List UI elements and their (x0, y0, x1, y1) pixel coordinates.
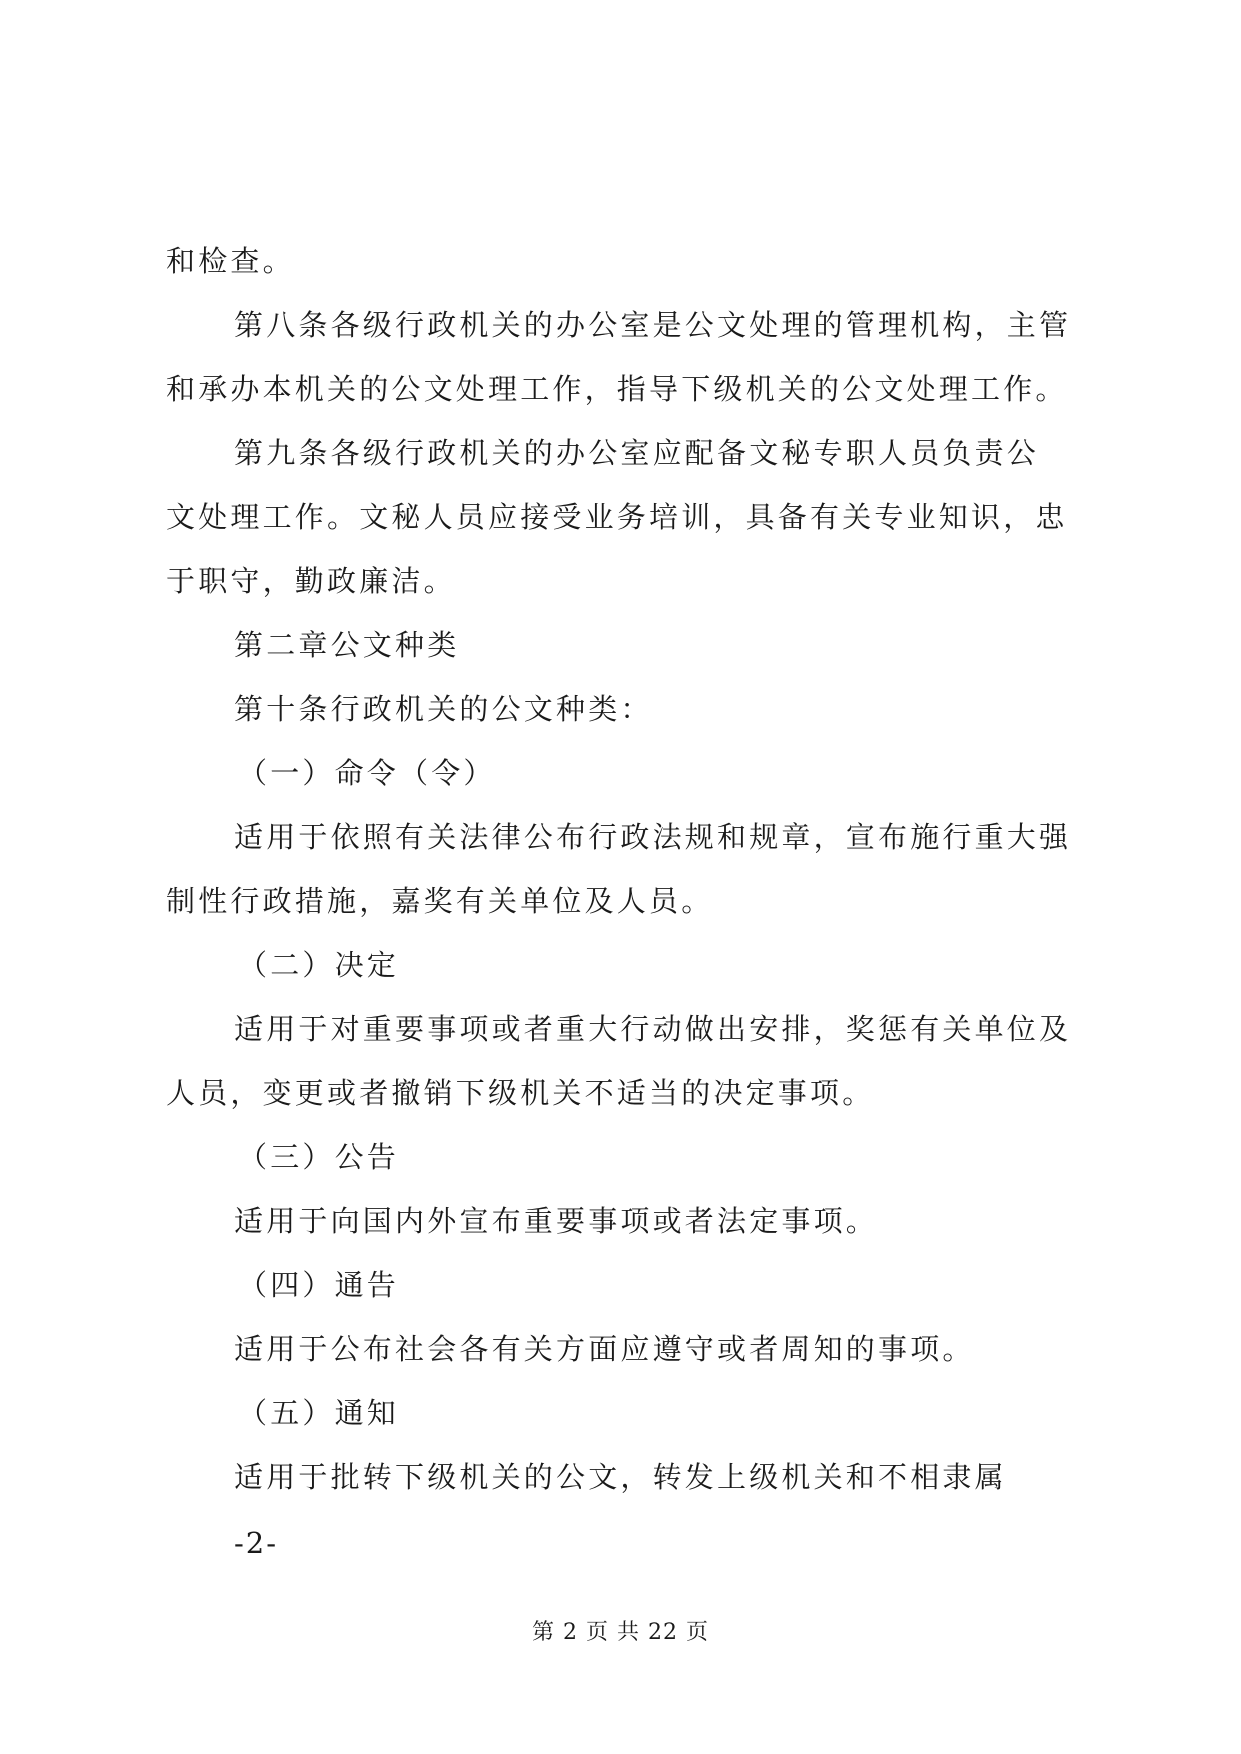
text-line: 适用于向国内外宣布重要事项或者法定事项。 (234, 1204, 879, 1238)
text-line: 人员，变更或者撤销下级机关不适当的决定事项。 (166, 1076, 875, 1110)
text-line: 第八条各级行政机关的办公室是公文处理的管理机构，主管 (234, 308, 1072, 342)
document-body (166, 229, 1086, 1509)
text-line: 第十条行政机关的公文种类： (234, 692, 653, 726)
text-line: 第九条各级行政机关的办公室应配备文秘专职人员负责公 (234, 436, 1040, 470)
page-number-mark: -2- (234, 1526, 279, 1560)
text-line: 制性行政措施，嘉奖有关单位及人员。 (166, 884, 714, 918)
item-heading: （四）通告 (238, 1268, 400, 1302)
text-line: 和检查。 (166, 244, 295, 278)
item-heading: （三）公告 (238, 1140, 400, 1174)
text-line: 文处理工作。文秘人员应接受业务培训，具备有关专业知识，忠 (166, 500, 1068, 534)
text-line: 适用于公布社会各有关方面应遵守或者周知的事项。 (234, 1332, 975, 1366)
chapter-heading: 第二章公文种类 (234, 628, 460, 662)
item-heading: （二）决定 (238, 948, 400, 982)
text-line: 于职守，勤政廉洁。 (166, 564, 456, 598)
text-line: 适用于依照有关法律公布行政法规和规章，宣布施行重大强 (234, 820, 1072, 854)
page-footer: 第 2 页 共 22 页 (532, 1620, 709, 1645)
item-heading: （五）通知 (238, 1396, 400, 1430)
text-line: 适用于对重要事项或者重大行动做出安排，奖惩有关单位及 (234, 1012, 1072, 1046)
text-line: 适用于批转下级机关的公文，转发上级机关和不相隶属 (234, 1460, 1007, 1494)
text-line: 和承办本机关的公文处理工作，指导下级机关的公文处理工作。 (166, 372, 1068, 406)
item-heading: （一）命令（令） (238, 756, 496, 790)
